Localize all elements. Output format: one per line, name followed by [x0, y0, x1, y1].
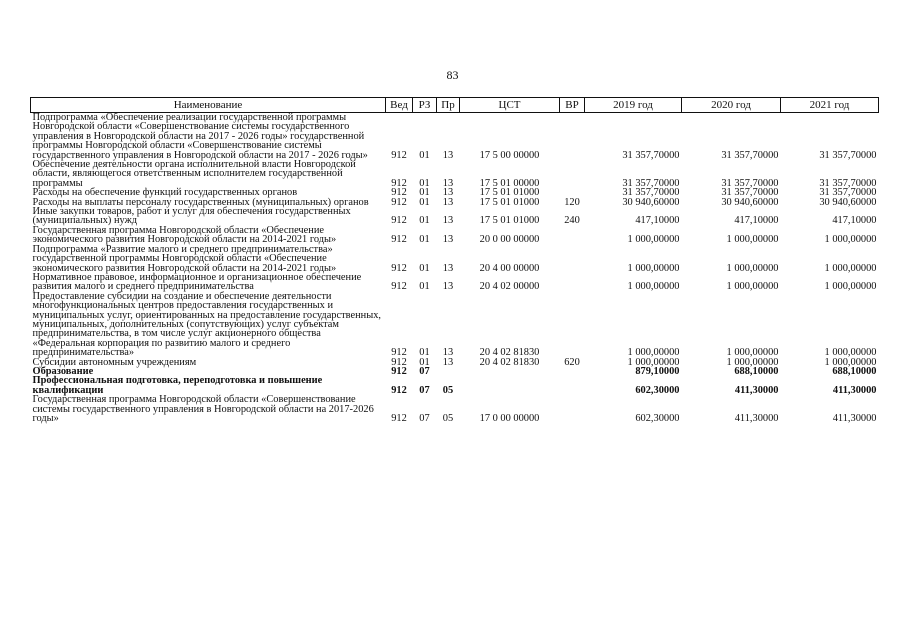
- cell-cst: 20 4 02 81830: [479, 356, 540, 368]
- cell-ved: 912: [391, 234, 407, 246]
- cell-vr: [560, 273, 585, 292]
- cell-pr: 13: [442, 356, 454, 368]
- cell-cst: 17 0 00 00000: [479, 413, 540, 424]
- cell-rz: 01: [419, 149, 430, 161]
- cell-2021: 411,30000: [832, 384, 877, 396]
- cell-2020: 1 000,00000: [726, 262, 779, 274]
- cell-name: Субсидии автономным учреждениям: [32, 356, 197, 368]
- cell-2021: 1 000,00000: [824, 234, 877, 246]
- cell-pr: 13: [442, 177, 454, 189]
- column-header-ved: Вед: [386, 98, 413, 113]
- cell-pr: 13: [442, 234, 454, 246]
- cell-ved: 912: [391, 196, 407, 208]
- cell-2021: 31 357,70000: [819, 149, 877, 161]
- cell-name: Профессиональная подготовка, переподготовка и повышение квалификации: [32, 375, 323, 396]
- column-header-2020: 2020 год: [682, 98, 781, 113]
- cell-vr: [560, 113, 585, 161]
- cell-cst: 20 4 00 00000: [479, 262, 540, 274]
- cell-2019: 31 357,70000: [622, 149, 680, 161]
- cell-pr: 13: [442, 196, 454, 208]
- cell-2019: 1 000,00000: [627, 356, 680, 368]
- cell-2019: 30 940,60000: [622, 196, 680, 208]
- cell-vr: [560, 367, 585, 376]
- column-header-vr: ВР: [560, 98, 585, 113]
- column-header-rz: РЗ: [413, 98, 437, 113]
- table-header-row: [31, 98, 879, 113]
- cell-2021: 1 000,00000: [824, 262, 877, 274]
- cell-2020: 1 000,00000: [726, 281, 779, 293]
- cell-2019: 1 000,00000: [627, 262, 680, 274]
- cell-2019: 1 000,00000: [627, 281, 680, 293]
- cell-rz: 01: [419, 196, 430, 208]
- cell-2019: 1 000,00000: [627, 347, 680, 359]
- budget-table: [30, 97, 879, 423]
- cell-2019: 879,10000: [635, 365, 680, 377]
- cell-name: Государственная программа Новгородской области «Совершенствование системы государственного управления в Новгородской области на 2017-2026 годы»: [32, 394, 374, 424]
- cell-2019: 31 357,70000: [622, 177, 680, 189]
- table-row: [31, 376, 879, 395]
- cell-vr: [560, 245, 585, 273]
- cell-pr: 05: [442, 384, 454, 396]
- table-row: [31, 292, 879, 358]
- cell-2021: 1 000,00000: [824, 356, 877, 368]
- cell-rz: 07: [419, 413, 430, 424]
- cell-2021: 1 000,00000: [824, 281, 877, 293]
- cell-cst: 17 5 00 00000: [479, 149, 540, 161]
- cell-name: Подпрограмма «Обеспечение реализации государственной программы Новгородской области «Совершенствование системы государственного управления в Новгородской области на 2017 - 2026 годы» государственной программы Новгородской области «Совершенствование системы государственного управления в Новгородской области на 2017 - 2026 годы»: [32, 112, 368, 161]
- cell-name: Обеспечение деятельности органа исполнительной власти Новгородской области, являющегося ответственным исполнителем государственной программы: [32, 159, 356, 189]
- cell-ved: 912: [391, 215, 407, 227]
- cell-name: Подпрограмма «Развитие малого и среднего предпринимательства» государственной программы Новгородской области «Обеспечение экономического развития Новгородской области на 2014-2021 годы»: [32, 243, 337, 274]
- cell-2020: 1 000,00000: [726, 234, 779, 246]
- cell-2021: 417,10000: [832, 215, 877, 227]
- cell-name: Государственная программа Новгородской области «Обеспечение экономического развития Новгородской области на 2014-2021 годы»: [32, 224, 337, 246]
- cell-pr: 13: [442, 347, 454, 359]
- table-row: [31, 160, 879, 188]
- cell-name: Иные закупки товаров, работ и услуг для обеспечения государственных (муниципальных) нужд: [32, 206, 351, 227]
- cell-2020: 31 357,70000: [721, 149, 779, 161]
- cell-ved: 912: [391, 356, 407, 368]
- cell-vr: 120: [564, 196, 580, 208]
- cell-ved: 912: [391, 177, 407, 189]
- cell-2020: 411,30000: [734, 384, 779, 396]
- cell-vr: 620: [564, 356, 580, 368]
- cell-2021: 688,10000: [832, 365, 877, 377]
- cell-ved: 912: [391, 149, 407, 161]
- cell-vr: [560, 395, 585, 423]
- cell-2020: 688,10000: [734, 365, 779, 377]
- cell-vr: [560, 376, 585, 395]
- cell-cst: [460, 376, 560, 395]
- cell-2021: 1 000,00000: [824, 347, 877, 359]
- cell-2020: 1 000,00000: [726, 356, 779, 368]
- cell-2019: 602,30000: [635, 413, 680, 424]
- cell-2019: 31 357,70000: [622, 187, 680, 199]
- cell-2021: 411,30000: [832, 413, 877, 424]
- cell-vr: [560, 160, 585, 188]
- cell-2021: 31 357,70000: [819, 177, 877, 189]
- cell-rz: 01: [419, 281, 430, 293]
- cell-2020: 30 940,60000: [721, 196, 779, 208]
- page-number: 83: [446, 68, 459, 82]
- cell-cst: 17 5 01 01000: [479, 187, 540, 199]
- column-header-2021: 2021 год: [781, 98, 879, 113]
- cell-name: Нормативное правовое, информационное и организационное обеспечение развития малого и среднего предпринимательства: [32, 271, 362, 293]
- cell-cst: 20 4 02 81830: [479, 347, 540, 359]
- column-header-2019: 2019 год: [585, 98, 682, 113]
- cell-rz: 07: [419, 365, 430, 377]
- cell-pr: [437, 367, 460, 376]
- cell-2020: 417,10000: [734, 215, 779, 227]
- cell-cst: 20 0 00 00000: [479, 234, 540, 246]
- cell-2019: 1 000,00000: [627, 234, 680, 246]
- cell-name: Образование: [32, 365, 94, 377]
- cell-pr: 13: [442, 149, 454, 161]
- cell-rz: 07: [419, 384, 430, 396]
- cell-rz: 01: [419, 187, 430, 199]
- cell-2020: 411,30000: [734, 413, 779, 424]
- cell-pr: 13: [442, 215, 454, 227]
- cell-rz: 01: [419, 356, 430, 368]
- cell-cst: 17 5 01 01000: [479, 215, 540, 227]
- cell-2020: 1 000,00000: [726, 347, 779, 359]
- cell-name: Расходы на обеспечение функций государственных органов: [32, 187, 298, 199]
- cell-ved: 912: [391, 413, 407, 424]
- cell-vr: 240: [564, 215, 580, 227]
- cell-rz: 01: [419, 234, 430, 246]
- cell-2019: 602,30000: [635, 384, 680, 396]
- cell-rz: 01: [419, 215, 430, 227]
- cell-2020: 31 357,70000: [721, 177, 779, 189]
- cell-cst: 17 5 01 01000: [479, 196, 540, 208]
- cell-vr: [560, 226, 585, 245]
- table-row: [31, 226, 879, 245]
- cell-ved: 912: [391, 384, 407, 396]
- cell-rz: 01: [419, 347, 430, 359]
- cell-rz: 01: [419, 262, 430, 274]
- cell-cst: [460, 367, 560, 376]
- column-header-cst: ЦСТ: [460, 98, 560, 113]
- column-header-name: Наименование: [31, 98, 386, 113]
- table-row: [31, 395, 879, 423]
- cell-rz: 01: [419, 177, 430, 189]
- table-body: [31, 113, 879, 424]
- column-header-pr: Пр: [437, 98, 460, 113]
- cell-ved: 912: [391, 365, 407, 377]
- cell-pr: 05: [442, 413, 454, 424]
- cell-2021: 31 357,70000: [819, 187, 877, 199]
- table-row: [31, 245, 879, 273]
- table-row: [31, 273, 879, 292]
- cell-pr: 13: [442, 281, 454, 293]
- cell-vr: [560, 292, 585, 358]
- cell-2021: 30 940,60000: [819, 196, 877, 208]
- cell-ved: 912: [391, 347, 407, 359]
- cell-ved: 912: [391, 187, 407, 199]
- cell-ved: 912: [391, 281, 407, 293]
- cell-cst: 17 5 01 00000: [479, 177, 540, 189]
- cell-2020: 31 357,70000: [721, 187, 779, 199]
- cell-2019: 417,10000: [635, 215, 680, 227]
- cell-name: Предоставление субсидии на создание и обеспечение деятельности многофункциональных центров предоставления государственных и муниципальных услуг, ориентированных на предоставление государственных, муниципальных, дополнительных (сопутствующих) услуг субъектам предпринимательства, в том числе услуг акционерного общества «Федеральная корпорация по развитию малого и среднего предпринимательства»: [32, 290, 382, 359]
- cell-ved: 912: [391, 262, 407, 274]
- table-row: [31, 113, 879, 161]
- cell-pr: 13: [442, 262, 454, 274]
- cell-cst: 20 4 02 00000: [479, 281, 540, 293]
- cell-name: Расходы на выплаты персоналу государственных (муниципальных) органов: [32, 196, 369, 208]
- cell-pr: 13: [442, 187, 454, 199]
- table-row: [31, 207, 879, 226]
